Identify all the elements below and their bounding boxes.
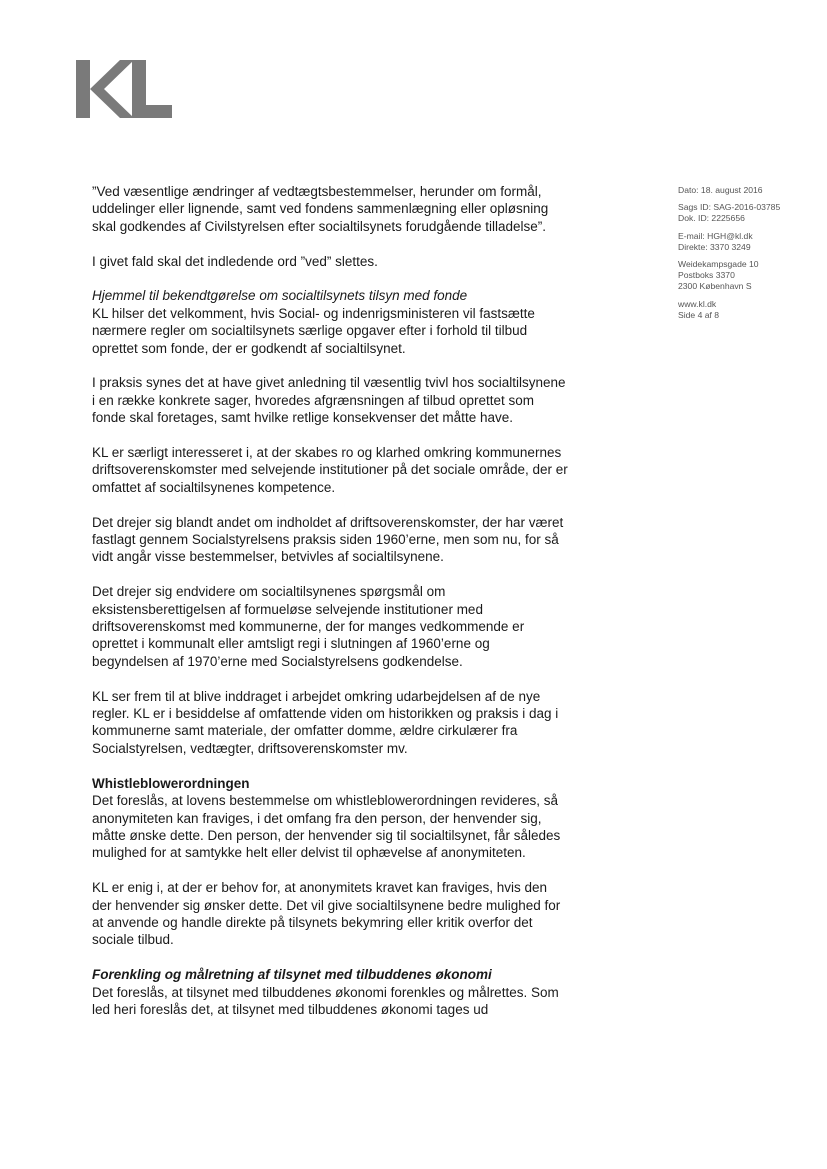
paragraph-text: Det foreslås, at lovens bestemmelse om whistleblowerordningen revideres, så anonymiteten kan fraviges, i det omfang fra den person, der henvender sig, måtte ønske dette. Den person, der henvender sig til socialtilsynet, får således mulighed for at samtykke helt eller delvist til ophævelse af anonymiteten. bbox=[92, 793, 561, 861]
paragraph: Det drejer sig endvidere om socialtilsynenes spørgsmål om eksistensberettigelsen af formueløse selvejende institutioner med driftsoverenskomst med kommunerne, der for manges vedkommende er oprettet i kommunalt eller amtsligt regi i slutningen af 1960’erne og begyndelsen af 1970’erne med Socialstyrelsens godkendelse. bbox=[92, 584, 525, 669]
section-block bbox=[92, 966, 570, 1018]
date-label: Dato: 18. august 2016 bbox=[678, 185, 763, 195]
paragraph: KL er enig i, at der er behov for, at anonymitets kravet kan fraviges, hvis den der henvender sig ønsker dette. Det vil give socialtilsynene bedre mulighed for at anvende og handle direkte på tilsynets bekymring eller kritik overfor det sociale tilbud. bbox=[92, 880, 561, 948]
paragraph: I givet fald skal det indledende ord ”ved” slettes. bbox=[92, 253, 378, 269]
address-line: 2300 København S bbox=[678, 281, 752, 292]
page-number: Side 4 af 8 bbox=[678, 309, 720, 320]
address-line: Postboks 3370 bbox=[678, 270, 735, 281]
sidebar-meta bbox=[678, 185, 823, 327]
paragraph-text: KL hilser det velkomment, hvis Social- og indenrigsministeren vil fastsætte nærmere regler om socialtilsynets særlige opgaver efter i forhold til tilbud oprettet som fonde, der er godkendt af socialtilsynet. bbox=[92, 305, 535, 356]
case-id: Sags ID: SAG-2016-03785 bbox=[678, 202, 781, 213]
document-id: Dok. ID: 2225656 bbox=[678, 213, 745, 224]
section-heading: Hjemmel til bekendtgørelse om socialtilsynets tilsyn med fonde bbox=[92, 288, 468, 304]
paragraph: KL ser frem til at blive inddraget i arbejdet omkring udarbejdelsen af de nye regler. KL er i besiddelse af omfattende viden om historikken og praksis i dag i kommunerne samt materiale, der omfatter domme, ældre cirkulærer fra Socialstyrelsen, vedtægter, driftsoverenskomster mv. bbox=[92, 688, 559, 756]
address-line: Weidekampsgade 10 bbox=[678, 259, 759, 270]
paragraph: ”Ved væsentlige ændringer af vedtægtsbestemmelser, herunder om formål, uddelinger eller lignende, samt ved fondens sammenlægning eller opløsning skal godkendes af Civilstyrelsen efter socialtilsynets forudgående tilladelse”. bbox=[92, 184, 549, 234]
kl-logo bbox=[76, 60, 172, 118]
section-heading: Forenkling og målretning af tilsynet med tilbuddenes økonomi bbox=[92, 967, 492, 983]
section-block bbox=[92, 287, 570, 357]
section-heading: Whistleblowerordningen bbox=[92, 775, 250, 791]
website: www.kl.dk bbox=[678, 298, 717, 309]
paragraph-text: Det foreslås, at tilsynet med tilbuddenes økonomi forenkles og målrettes. Som led heri foreslås det, at tilsynet med tilbuddenes økonomi tages ud bbox=[92, 984, 559, 1017]
paragraph: I praksis synes det at have givet anledning til væsentlig tvivl hos socialtilsynene i en række konkrete sager, hvoredes afgrænsningen af tilbud oprettet som fonde skal foretages, samt hvilke retlige konsekvenser det måtte have. bbox=[92, 375, 566, 426]
email: E-mail: HGH@kl.dk bbox=[678, 230, 753, 241]
paragraph: KL er særligt interesseret i, at der skabes ro og klarhed omkring kommunernes driftsoverenskomster med selvejende institutioner på det sociale område, der er omfattet af socialtilsynenes kompetence. bbox=[92, 445, 568, 495]
paragraph: Det drejer sig blandt andet om indholdet af driftsoverenskomster, der har været fastlagt gennem Socialstyrelsens praksis siden 1960’erne, men som nu, for så vidt angår visse bestemmelser, betvivles af socialtilsynene. bbox=[92, 514, 564, 565]
letter-body bbox=[92, 183, 570, 1036]
phone: Direkte: 3370 3249 bbox=[678, 241, 751, 252]
section-block bbox=[92, 775, 570, 862]
